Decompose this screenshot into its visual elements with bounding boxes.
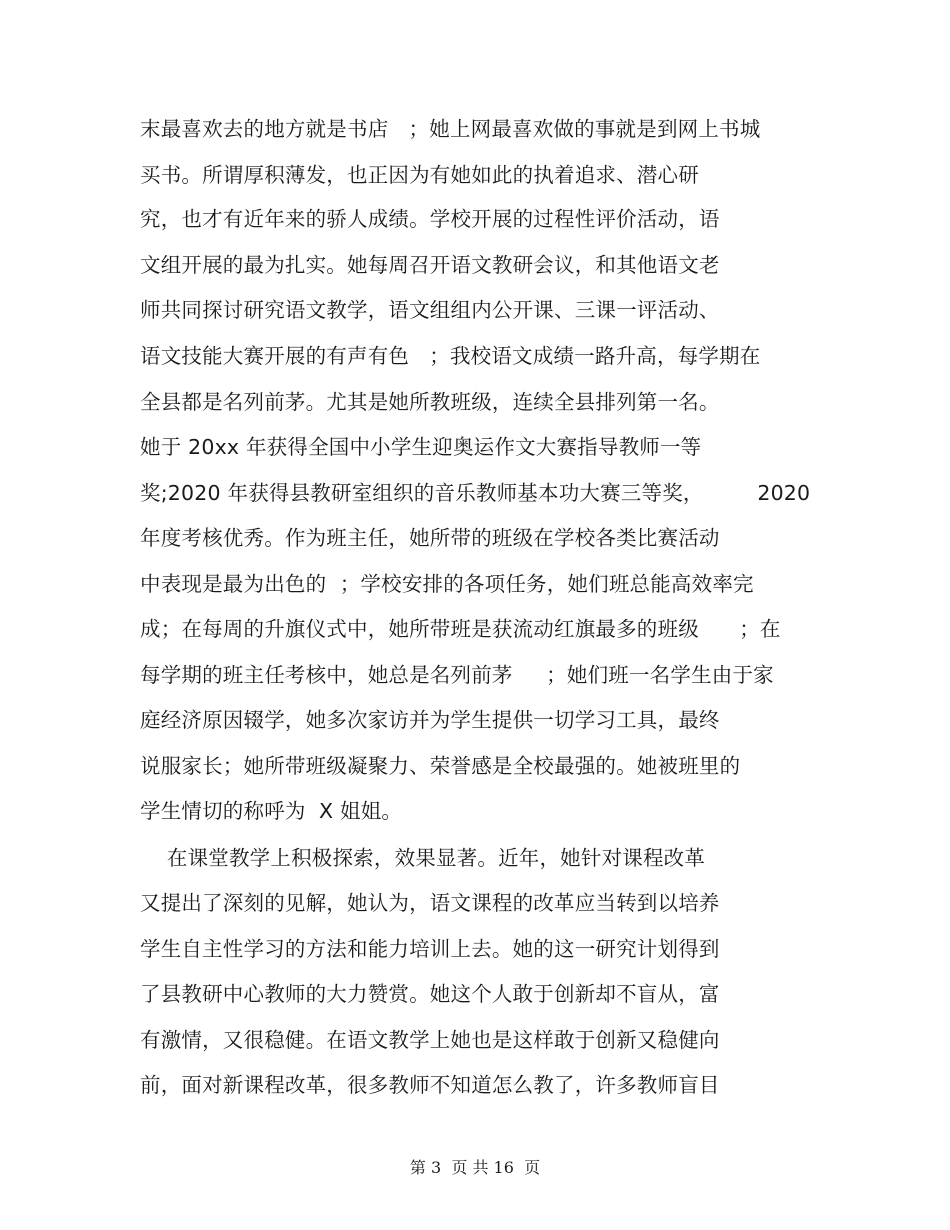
text-line: 究，也才有近年来的骄人成绩。学校开展的过程性评价活动，语 (140, 207, 720, 231)
text-line: 每学期的班主任考核中，她总是名列前茅 ；她们班一名学生由于家 (140, 663, 774, 687)
text-line: 师共同探讨研究语文教学，语文组组内公开课、三课一评活动、 (140, 298, 720, 322)
text-line: 前，面对新课程改革，很多教师不知道怎么教了，许多教师盲目 (140, 1073, 720, 1097)
text-line: 庭经济原因辍学，她多次家访并为学生提供一切学习工具，最终 (140, 708, 720, 732)
text-line: 中表现是最为出色的 ；学校安排的各项任务，她们班总能高效率完 (140, 572, 754, 596)
text-line: 语文技能大赛开展的有声有色 ；我校语文成绩一路升高，每学期在 (140, 344, 761, 368)
text-line: 又提出了深刻的见解，她认为，语文课程的改革应当转到以培养 (140, 891, 720, 915)
text-line: 说服家长；她所带班级凝聚力、荣誉感是全校最强的。她被班里的 (140, 754, 741, 778)
text-line: 她于 20xx 年获得全国中小学生迎奥运作文大赛指导教师一等 (140, 435, 702, 459)
text-line: 买书。所谓厚积薄发，也正因为有她如此的执着追求、潜心研 (140, 163, 699, 187)
text-line: 有激情，又很稳健。在语文教学上她也是这样敢于创新又稳健向 (140, 1028, 720, 1052)
text-line: 成；在每周的升旗仪式中，她所带班是获流动红旗最多的班级 ；在 (140, 617, 781, 641)
text-line: 年度考核优秀。作为班主任，她所带的班级在学校各类比赛活动 (140, 526, 720, 550)
text-line: 文组开展的最为扎实。她每周召开语文教研会议，和其他语文老 (140, 253, 720, 277)
text-line: 奖;2020 年获得县教研室组织的音乐教师基本功大赛三等奖， 2020 (140, 481, 811, 505)
page-number-footer: 第 3 页 共 16 页 (409, 1158, 541, 1177)
text-line: 末最喜欢去的地方就是书店 ；她上网最喜欢做的事就是到网上书城 (140, 117, 761, 141)
paragraph-start-line: 在课堂教学上积极探索，效果显著。近年，她针对课程改革 (140, 846, 706, 870)
text-line: 学生情切的称呼为 X 姐姐。 (140, 799, 403, 823)
text-line: 了县教研中心教师的大力赞赏。她这个人敢于创新却不盲从，富 (140, 982, 720, 1006)
text-line: 学生自主性学习的方法和能力培训上去。她的这一研究计划得到 (140, 937, 720, 961)
text-line: 全县都是名列前茅。尤其是她所教班级，连续全县排列第一名。 (140, 390, 720, 414)
